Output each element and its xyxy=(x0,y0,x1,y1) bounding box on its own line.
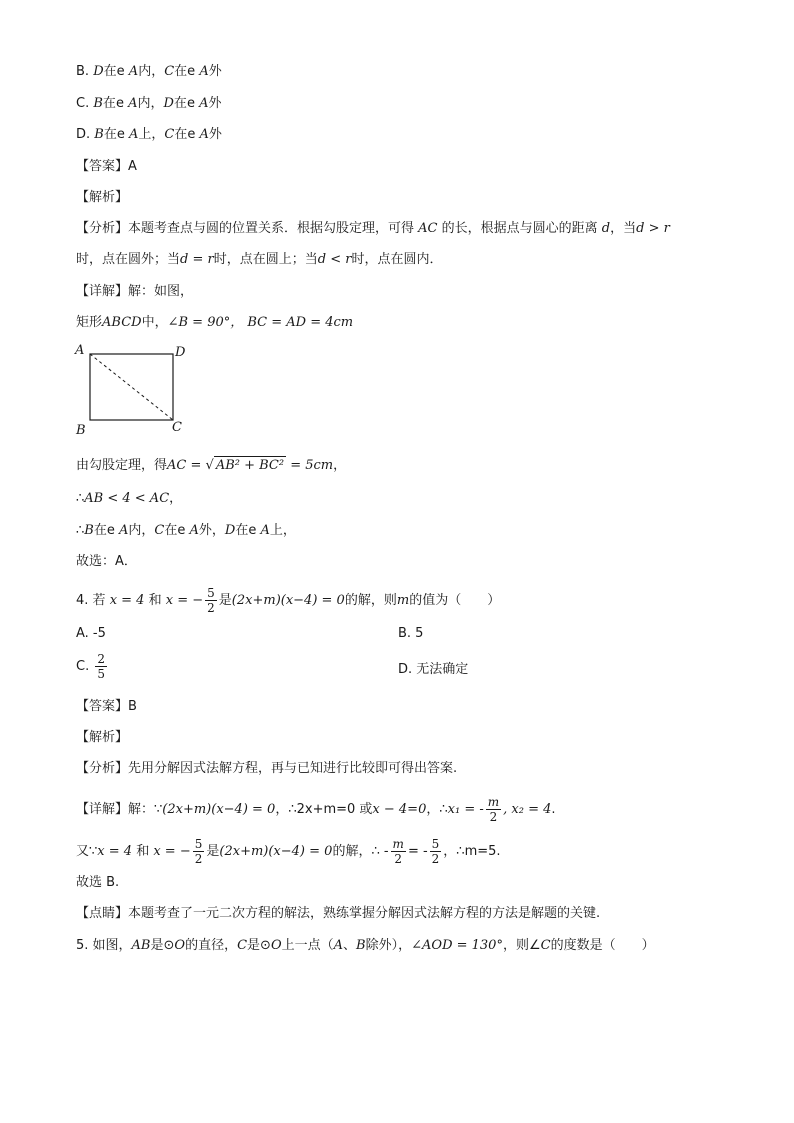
option-d: D. B在e A上，C在e A外 xyxy=(76,127,222,142)
q3-analysis-line1: 【分析】本题考查点与圆的位置关系．根据勾股定理，可得 AC 的长，根据点与圆心的距离 d，当d > r xyxy=(76,221,670,236)
vertex-d-label: D xyxy=(175,345,186,360)
q4-answer: 【答案】B xyxy=(76,699,137,714)
q4-option-c: C. $\frac{2}{5}$ xyxy=(76,652,105,681)
vertex-c-label: C xyxy=(172,420,182,435)
q5-stem: 5. 如图，AB是⊙O的直径，C是⊙O上一点（A、B除外），∠AOD = 130°，则∠C的度数是（ ） xyxy=(76,938,655,953)
q4-analysis: 【分析】先用分解因式法解方程，再与已知进行比较即可得出答案. xyxy=(76,761,458,776)
q3-rectangle-statement: 矩形ABCD中，∠B = 90°， BC = AD = 4cm xyxy=(76,315,354,330)
q4-detail: 【详解】解：∵(2x+m)(x−4) = 0，∴2x+m=0 或x − 4=0，∴x₁ = - $\frac{m}{2}$ , x₂ = 4. xyxy=(76,795,556,824)
q3-conclusion: ∴B在e A内，C在e A外，D在e A上， xyxy=(76,523,296,538)
q3-jiexi: 【解析】 xyxy=(76,190,129,205)
q4-again-fraction-2: $\frac{m}{2}$ xyxy=(392,837,404,866)
q4-again-fraction-1: $\frac{5}{2}$ xyxy=(194,837,203,866)
q3-choose: 故选：A． xyxy=(76,554,137,569)
q3-inequality: ∴AB < 4 < AC， xyxy=(76,491,183,506)
q3-answer: 【答案】A xyxy=(76,159,137,174)
q4-stem: 4. 若 x = 4 和 x = − $\frac{5}{2}$ 是(2x+m)(x−4) = 0的解，则m的值为（ ） xyxy=(76,586,501,615)
vertex-a-label: A xyxy=(75,343,85,358)
q4-again: 又∵x = 4 和 x = − $\frac{5}{2}$ 是(2x+m)(x−4) = 0的解，∴ - $\frac{m}{2}$ = - $\frac{5}{2}$ ，∴m=5. xyxy=(76,837,501,866)
option-c: C. B在e A内，D在e A外 xyxy=(76,96,222,111)
q4-option-c-fraction: $\frac{2}{5}$ xyxy=(97,652,105,681)
q4-option-a: A. -5 xyxy=(76,626,106,641)
q4-jiexi: 【解析】 xyxy=(76,730,129,745)
q4-again-fraction-3: $\frac{5}{2}$ xyxy=(431,837,440,866)
q4-stem-fraction: $\frac{5}{2}$ xyxy=(207,586,215,615)
rectangle-figure xyxy=(70,340,200,440)
q3-analysis-line2: 时，点在圆外；当d = r时，点在圆上；当d < r时，点在圆内． xyxy=(76,252,443,267)
option-b: B. D在e A内，C在e A外 xyxy=(76,64,222,79)
diagonal-ac xyxy=(90,354,173,420)
q3-detail: 【详解】解：如图， xyxy=(76,284,194,299)
q4-comment: 【点睛】本题考查了一元二次方程的解法，熟练掌握分解因式法解方程的方法是解题的关键. xyxy=(76,906,601,921)
q4-choose: 故选 B. xyxy=(76,875,120,890)
q4-detail-fraction: $\frac{m}{2}$ xyxy=(487,795,500,824)
q4-option-d: D. 无法确定 xyxy=(398,662,469,677)
vertex-b-label: B xyxy=(76,423,86,438)
q4-option-b: B. 5 xyxy=(398,626,424,641)
q3-pythagoras: 由勾股定理，得AC = √ AB² + BC² = 5cm， xyxy=(76,458,347,473)
